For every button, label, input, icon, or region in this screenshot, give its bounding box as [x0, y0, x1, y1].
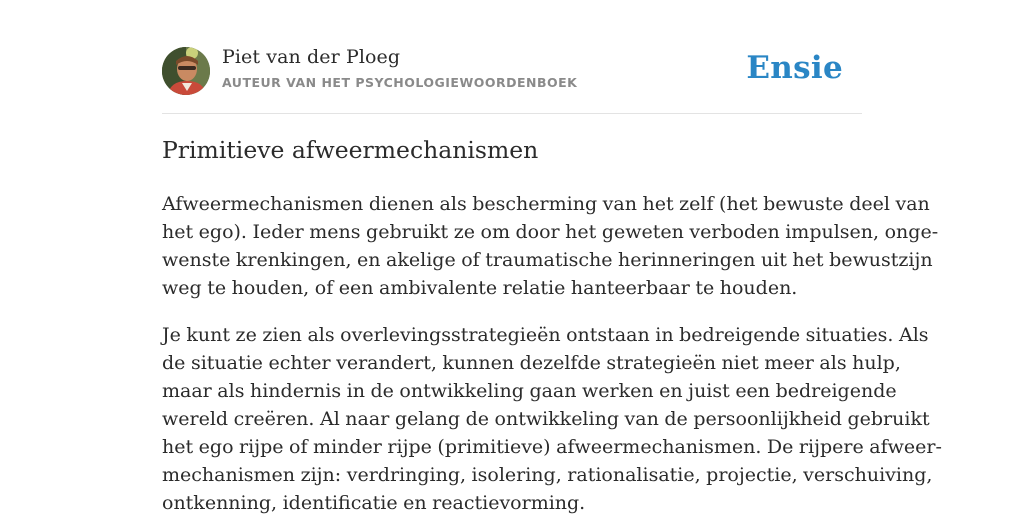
paragraph-line: wenste krenkingen, en akelige of traumatische herinneringen uit het bewustzijn	[162, 249, 933, 271]
author-avatar[interactable]	[162, 47, 210, 95]
ensie-logo[interactable]: Ensie	[746, 50, 843, 86]
article-paragraph-1	[162, 190, 939, 302]
paragraph-line: het ego). Ieder mens gebruikt ze om door het geweten verboden impulsen, onge-	[162, 221, 939, 243]
avatar-photo-icon	[162, 47, 210, 95]
author-name[interactable]: Piet van der Ploeg	[222, 46, 401, 68]
paragraph-line: Je kunt ze zien als overlevingsstrategieën ontstaan in bedreigende situaties. Als	[162, 324, 929, 346]
author-subtitle: AUTEUR VAN HET PSYCHOLOGIEWOORDENBOEK	[222, 75, 578, 90]
paragraph-line: weg te houden, of een ambivalente relatie hanteerbaar te houden.	[162, 277, 798, 299]
paragraph-line: ontkenning, identificatie en reactievorming.	[162, 492, 586, 514]
paragraph-line: Afweermechanismen dienen als bescherming van het zelf (het bewuste deel van	[162, 193, 930, 215]
header-divider	[162, 113, 862, 114]
paragraph-line: de situatie echter verandert, kunnen dezelfde strategieën niet meer als hulp,	[162, 352, 901, 374]
author-header	[162, 46, 862, 96]
article-title: Primitieve afweermechanismen	[162, 136, 539, 164]
paragraph-line: maar als hindernis in de ontwikkeling gaan werken en juist een bedreigende	[162, 380, 897, 402]
paragraph-line: het ego rijpe of minder rijpe (primitieve) afweermechanismen. De rijpere afweer-	[162, 436, 942, 458]
article-paragraph-2	[162, 321, 942, 517]
paragraph-line: mechanismen zijn: verdringing, isolering, rationalisatie, projectie, verschuiving,	[162, 464, 933, 486]
paragraph-line: wereld creëren. Al naar gelang de ontwikkeling van de persoonlijkheid gebruikt	[162, 408, 930, 430]
